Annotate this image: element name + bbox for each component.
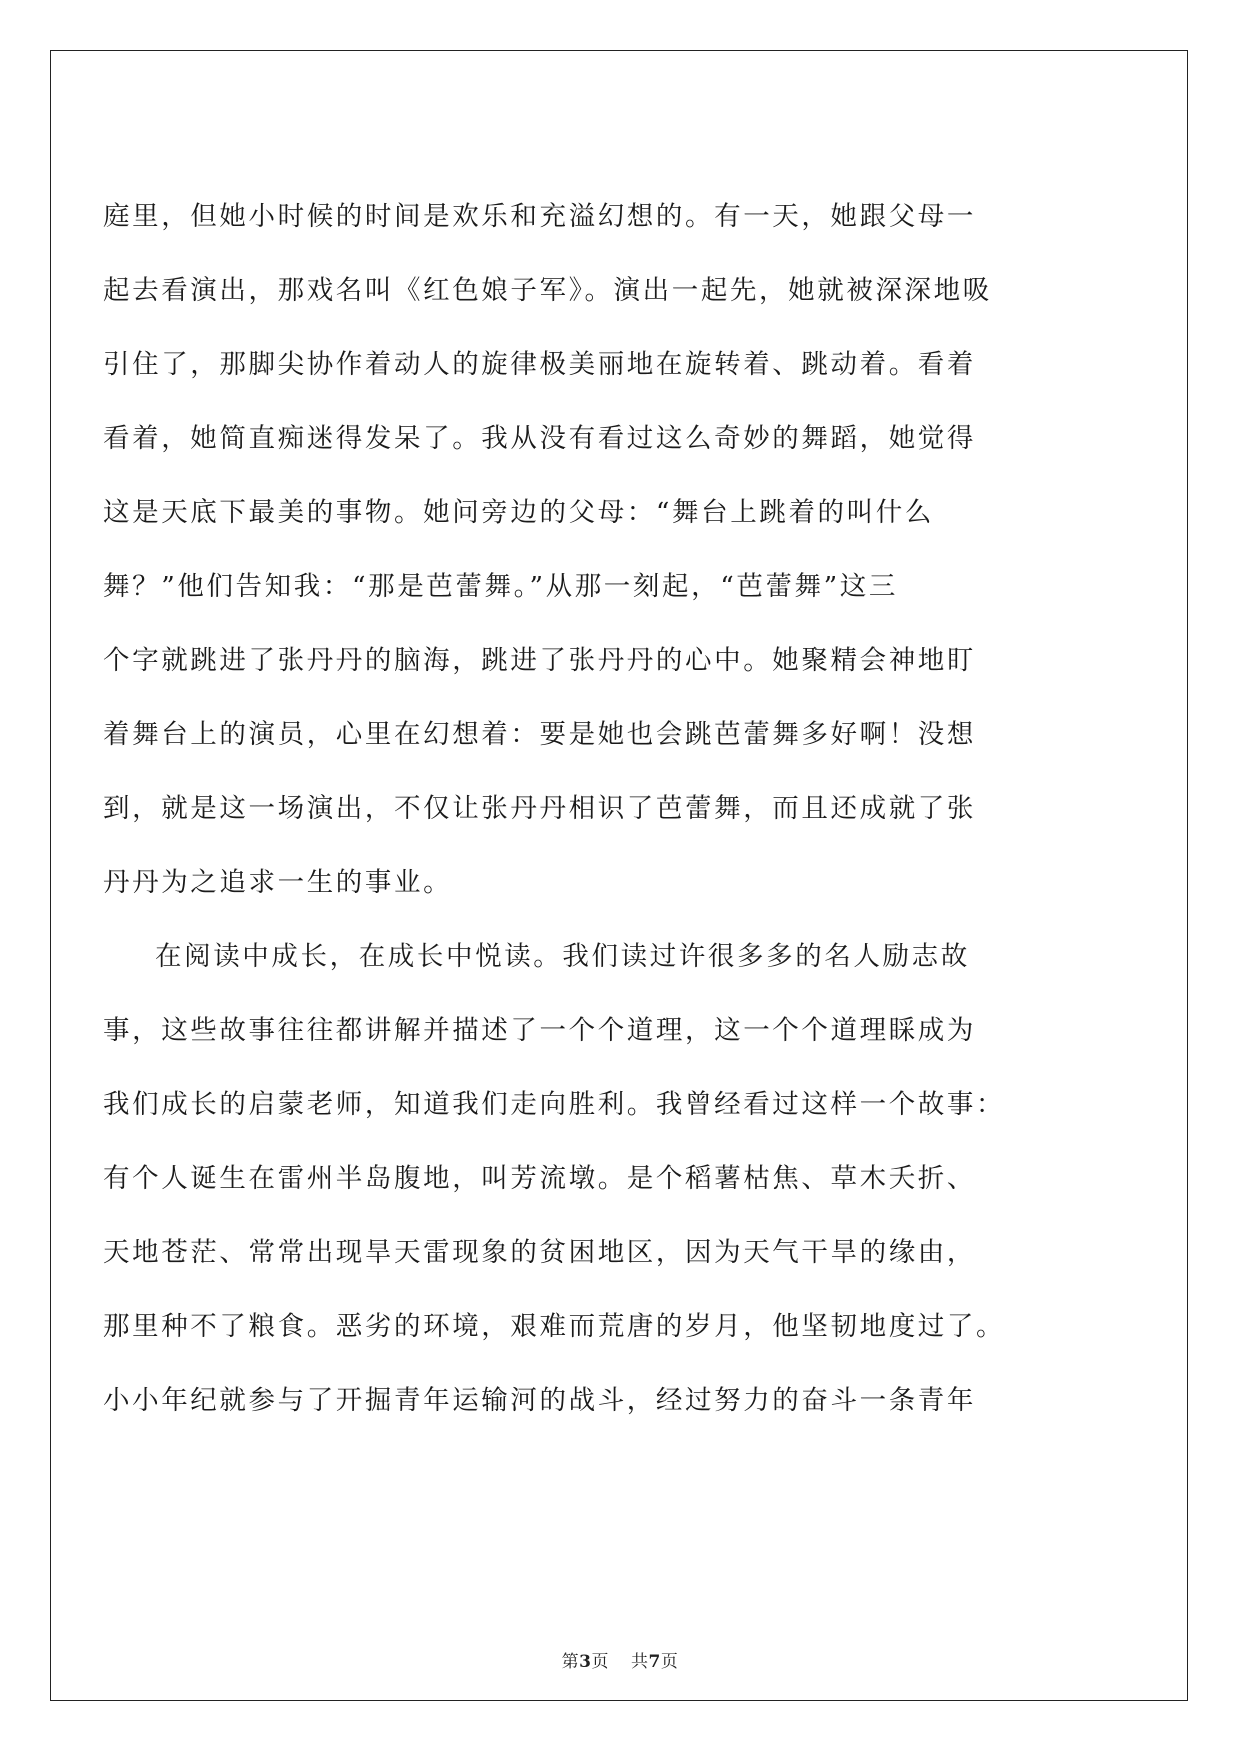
page-suffix: 页 bbox=[591, 1652, 609, 1672]
paragraph-2-line-3: 我们成长的启蒙老师，知道我们走向胜利。我曾经看过这样一个故事： bbox=[103, 1089, 1006, 1120]
paragraph-1-line-5: 这是天底下最美的事物。她问旁边的父母：“舞台上跳着的叫什么 bbox=[103, 497, 934, 528]
paragraph-1-line-2: 起去看演出，那戏名叫《红色娘子军》。演出一起先，她就被深深地吸 bbox=[103, 275, 992, 306]
paragraph-1-line-6: 舞？”他们告知我：“那是芭蕾舞。”从那一刻起，“芭蕾舞”这三 bbox=[103, 571, 898, 602]
paragraph-1-line-10: 丹丹为之追求一生的事业。 bbox=[103, 867, 453, 898]
paragraph-2-line-1: 在阅读中成长，在成长中悦读。我们读过许很多多的名人励志故 bbox=[155, 941, 970, 972]
paragraph-2-line-2: 事，这些故事往往都讲解并描述了一个个道理，这一个个道理睬成为 bbox=[103, 1015, 976, 1046]
page-footer bbox=[51, 1647, 1189, 1672]
paragraph-1-line-7: 个字就跳进了张丹丹的脑海，跳进了张丹丹的心中。她聚精会神地盯 bbox=[103, 645, 976, 676]
paragraph-2-line-4: 有个人诞生在雷州半岛腹地，叫芳流墩。是个稻薯枯焦、草木夭折、 bbox=[103, 1163, 976, 1194]
page-prefix: 第 bbox=[561, 1652, 580, 1672]
paragraph-1-line-4: 看着，她简直痴迷得发呆了。我从没有看过这么奇妙的舞蹈，她觉得 bbox=[103, 423, 976, 454]
total-suffix: 页 bbox=[660, 1652, 679, 1672]
paragraph-1-line-1: 庭里，但她小时候的时间是欢乐和充溢幻想的。有一天，她跟父母一 bbox=[103, 201, 976, 232]
total-prefix: 共 bbox=[631, 1652, 649, 1672]
paragraph-1-line-3: 引住了，那脚尖协作着动人的旋律极美丽地在旋转着、跳动着。看着 bbox=[103, 349, 976, 380]
paragraph-1-line-8: 着舞台上的演员，心里在幻想着：要是她也会跳芭蕾舞多好啊！没想 bbox=[103, 719, 976, 750]
paragraph-2-line-6: 那里种不了粮食。恶劣的环境，艰难而荒唐的岁月，他坚韧地度过了。 bbox=[103, 1311, 1006, 1342]
paragraph-2-line-7: 小小年纪就参与了开掘青年运输河的战斗，经过努力的奋斗一条青年 bbox=[103, 1385, 976, 1416]
page-frame bbox=[50, 50, 1188, 1701]
page-current: 3 bbox=[579, 1652, 592, 1672]
page-total: 7 bbox=[648, 1652, 661, 1672]
paragraph-1-line-9: 到，就是这一场演出，不仅让张丹丹相识了芭蕾舞，而且还成就了张 bbox=[103, 793, 976, 824]
paragraph-2-line-5: 天地苍茫、常常出现旱天雷现象的贫困地区，因为天气干旱的缘由， bbox=[103, 1237, 976, 1268]
